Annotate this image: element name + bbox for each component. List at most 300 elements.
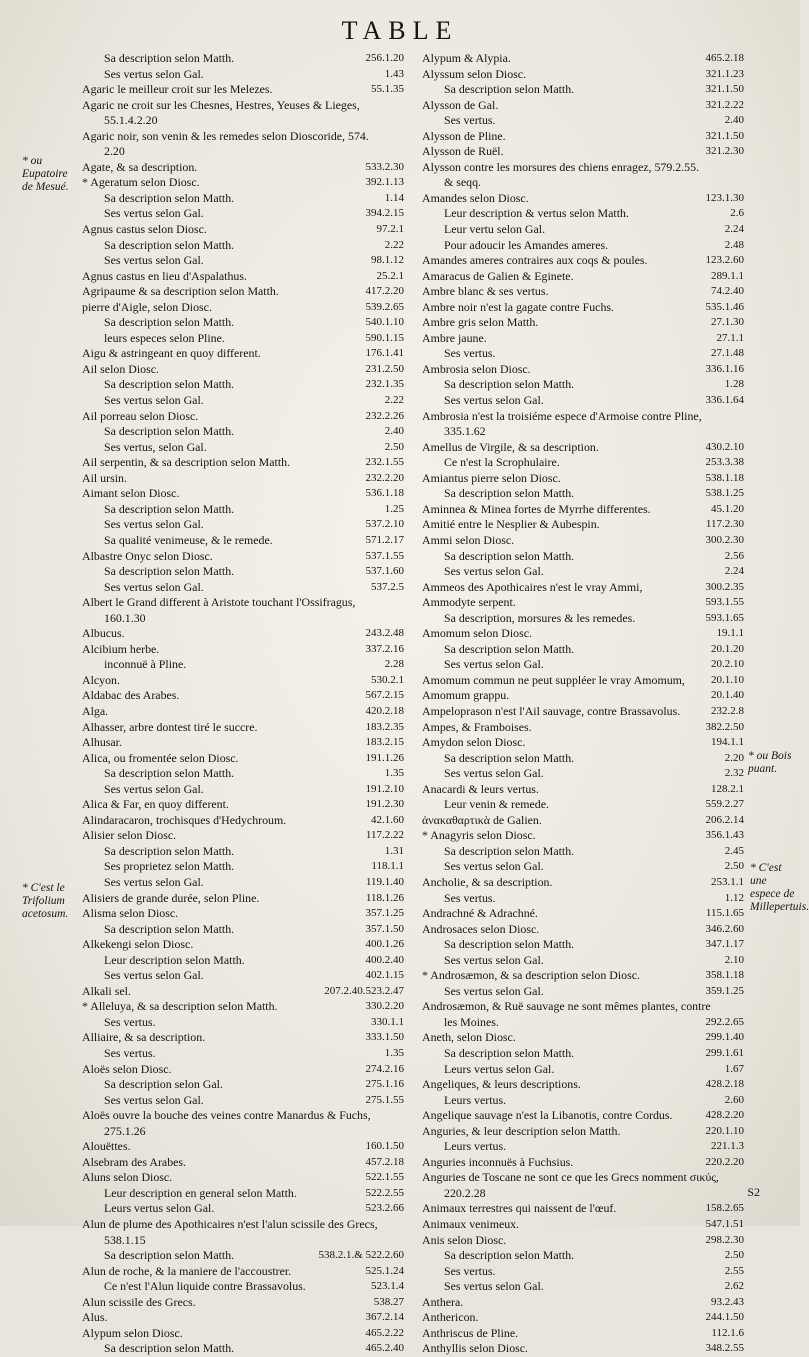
index-entry: [422, 859, 744, 875]
index-entry: [422, 1201, 744, 1217]
index-entry: [422, 331, 744, 347]
entry-reference: 537.2.10: [365, 518, 404, 531]
index-entry: [422, 191, 744, 207]
entry-text: Ses vertus selon Gal.: [104, 968, 204, 983]
entry-text: Sa description selon Matth.: [104, 1248, 235, 1263]
entry-text: Alysson de Gal.: [422, 97, 499, 112]
index-entry: [422, 362, 744, 378]
entry-reference: 2.48: [724, 238, 744, 251]
entry-text: Alisma selon Diosc.: [82, 906, 179, 921]
entry-text: Ses vertus selon Gal.: [104, 66, 204, 81]
index-entry: [422, 1217, 744, 1233]
index-entry: [422, 735, 744, 751]
index-column-right: [422, 51, 744, 1357]
index-entry: [82, 517, 404, 533]
entry-text: Ses vertus selon Gal.: [444, 564, 544, 579]
entry-reference: 292.2.65: [705, 1015, 744, 1028]
entry-reference: 465.2.18: [705, 52, 744, 64]
index-entry: [422, 51, 744, 67]
entry-text: Sa description selon Matth.: [104, 501, 235, 516]
page-number: S2: [747, 1185, 760, 1199]
entry-reference: 1.25: [384, 502, 404, 515]
entry-text: Alkali sel.: [82, 983, 131, 998]
index-entry: [82, 440, 404, 456]
index-entry: [82, 1155, 404, 1171]
index-entry: [422, 922, 744, 938]
index-entry: [422, 1124, 744, 1140]
index-entry: [422, 1015, 744, 1031]
entry-reference: 220.2.20: [705, 1155, 744, 1168]
entry-reference: 220.1.10: [705, 1124, 744, 1137]
entry-text: Ammi selon Diosc.: [422, 532, 515, 547]
entry-text: Sa description selon Matth.: [444, 1046, 575, 1060]
entry-reference: 2.24: [724, 223, 744, 236]
entry-text: Alisier selon Diosc.: [82, 828, 177, 843]
entry-reference: 42.1.60: [371, 813, 404, 826]
entry-reference: 274.2.16: [365, 1062, 404, 1075]
entry-reference: 2.45: [724, 844, 744, 857]
entry-reference: 2.50: [384, 440, 404, 453]
index-entry: [422, 688, 744, 704]
index-entry: [82, 673, 404, 689]
index-entry: [82, 688, 404, 704]
index-entry: [82, 409, 404, 425]
entry-reference: 321.1.23: [705, 67, 744, 80]
entry-text: Aloës ouvre la bouche des veines contre Manardus & Fuchs,: [82, 1108, 371, 1123]
entry-text: Alcibium herbe.: [82, 641, 160, 656]
entry-reference: 402.1.15: [365, 969, 404, 982]
index-entry: [422, 953, 744, 969]
entry-reference: 538.27: [373, 1295, 404, 1308]
entry-text: Amandes selon Diosc.: [422, 190, 529, 205]
index-entry: [82, 1341, 404, 1357]
index-entry: [422, 766, 744, 782]
entry-text: Amandes ameres contraires aux coqs & poules.: [422, 253, 648, 268]
entry-reference: 275.1.16: [365, 1078, 404, 1091]
index-entry: [422, 517, 744, 533]
index-entry: [422, 891, 744, 907]
entry-text: Albucus.: [82, 626, 125, 641]
index-entry: [82, 98, 404, 114]
entry-reference: 1.35: [384, 767, 404, 780]
entry-text: Ses vertus.: [444, 346, 496, 361]
entry-text: Aigu & astringeant en quoy different.: [82, 346, 261, 361]
index-entry: [82, 206, 404, 222]
entry-text: Alhusar.: [82, 735, 122, 750]
index-entry: [82, 580, 404, 596]
entry-text: Aldabac des Arabes.: [82, 688, 180, 703]
entry-text: Ses vertus.: [104, 1014, 156, 1029]
entry-reference: 112.1.6: [711, 1326, 744, 1339]
entry-text: * Ageratum selon Diosc.: [82, 175, 200, 190]
index-entry: [82, 1248, 404, 1264]
entry-reference: 123.1.30: [705, 191, 744, 204]
entry-text: 335.1.62: [444, 424, 486, 439]
entry-reference: 119.1.40: [365, 875, 404, 888]
entry-text: leurs especes selon Pline.: [104, 330, 225, 345]
entry-reference: 115.1.65: [705, 907, 744, 920]
index-entry: [82, 51, 404, 67]
entry-text: les Moines.: [444, 1014, 499, 1029]
entry-reference: 346.2.60: [705, 922, 744, 935]
index-entry: [422, 284, 744, 300]
entry-reference: 522.1.55: [365, 1171, 404, 1184]
entry-text: Alisiers de grande durée, selon Pline.: [82, 890, 260, 905]
entry-reference: 2.50: [724, 860, 744, 873]
entry-text: Ail ursin.: [82, 470, 127, 485]
index-entry: [82, 377, 404, 393]
entry-text: Anthyllis selon Diosc.: [422, 1341, 529, 1356]
entry-reference: 330.1.1: [371, 1015, 404, 1028]
entry-reference: 2.40: [384, 425, 404, 438]
entry-reference: 357.1.25: [365, 907, 404, 920]
index-entry: [422, 82, 744, 98]
entry-reference: 300.2.30: [705, 533, 744, 546]
entry-reference: 336.1.64: [705, 394, 744, 407]
entry-text: Alhasser, arbre dontest tiré le succre.: [82, 719, 258, 734]
index-entry: [82, 859, 404, 875]
index-entry: [82, 626, 404, 642]
index-entry: [422, 238, 744, 254]
index-entry: [422, 1170, 744, 1186]
entry-reference: 206.2.14: [705, 813, 744, 826]
entry-reference: 1.35: [384, 1047, 404, 1059]
index-entry: [82, 984, 404, 1000]
entry-reference: 183.2.35: [365, 720, 404, 733]
entry-reference: 2.50: [724, 1249, 744, 1262]
index-entry: [422, 999, 744, 1015]
entry-text: Ses vertus.: [444, 113, 496, 128]
index-entry: [422, 1295, 744, 1311]
entry-reference: 191.2.30: [365, 798, 404, 811]
index-entry: [422, 1310, 744, 1326]
index-entry: [82, 704, 404, 720]
index-entry: [422, 813, 744, 829]
index-entry: [82, 1201, 404, 1217]
entry-reference: 523.1.4: [371, 1280, 404, 1293]
index-entry: [82, 642, 404, 658]
entry-text: Ses vertus.: [104, 1046, 156, 1060]
entry-reference: 400.2.40: [365, 953, 404, 966]
index-entry: [422, 1326, 744, 1342]
index-entry: [422, 1155, 744, 1171]
entry-reference: 19.1.1: [716, 627, 744, 640]
index-entry: [82, 953, 404, 969]
entry-reference: 299.1.40: [705, 1031, 744, 1044]
index-entry: [422, 424, 744, 440]
entry-text: pierre d'Aigle, selon Diosc.: [82, 299, 212, 314]
index-entry: [82, 922, 404, 938]
entry-reference: 253.3.38: [705, 456, 744, 469]
entry-text: Amellus de Virgile, & sa description.: [422, 439, 599, 454]
page-title: TABLE: [341, 16, 459, 45]
entry-reference: 1.28: [724, 378, 744, 391]
entry-reference: 359.1.25: [705, 984, 744, 997]
entry-text: Amaracus de Galien & Eginete.: [422, 268, 574, 283]
index-entry: [82, 766, 404, 782]
entry-text: Sa description selon Gal.: [104, 1077, 223, 1092]
index-entry: [82, 300, 404, 316]
index-entry: [82, 393, 404, 409]
entry-text: Aneth, selon Diosc.: [422, 1030, 516, 1045]
index-entry: [422, 673, 744, 689]
index-entry: [82, 1326, 404, 1342]
entry-text: Leur venin & remede.: [444, 797, 549, 812]
entry-text: 220.2.28: [444, 1185, 486, 1200]
entry-text: Sa description selon Matth.: [444, 641, 575, 656]
entry-reference: 191.2.10: [365, 782, 404, 795]
index-entry: [82, 471, 404, 487]
entry-text: Ses vertus selon Gal.: [104, 874, 204, 889]
index-entry: [82, 595, 404, 611]
entry-reference: 97.2.1: [376, 223, 404, 236]
entry-text: Ambrosia selon Diosc.: [422, 361, 531, 376]
entry-text: 275.1.26: [104, 1123, 146, 1138]
index-entry: [422, 875, 744, 891]
index-entry: [422, 486, 744, 502]
index-entry: [82, 362, 404, 378]
entry-reference: 537.1.60: [365, 565, 404, 578]
margin-note: * C'est le Trifolium acetosum.: [22, 882, 69, 920]
entry-text: Alysson de Pline.: [422, 128, 506, 143]
entry-reference: 321.2.22: [705, 98, 744, 111]
entry-reference: 221.1.3: [711, 1140, 744, 1153]
entry-reference: 530.2.1: [371, 673, 404, 686]
index-entry: [422, 393, 744, 409]
entry-text: Sa description selon Matth.: [444, 377, 575, 392]
index-entry: [422, 984, 744, 1000]
entry-text: Ses vertus selon Gal.: [444, 393, 544, 408]
index-entry: [82, 1186, 404, 1202]
entry-text: Androsæmon, & Ruë sauvage ne sont mêmes plantes, contre: [422, 999, 711, 1014]
entry-reference: 232.2.20: [365, 471, 404, 484]
entry-reference: 590.1.15: [365, 331, 404, 344]
entry-reference: 465.2.40: [365, 1342, 404, 1355]
entry-text: 538.1.15: [104, 1232, 146, 1247]
entry-reference: 275.1.55: [365, 1093, 404, 1106]
entry-reference: 1.12: [724, 891, 744, 904]
index-entry: [422, 1093, 744, 1109]
index-entry: [82, 1264, 404, 1280]
entry-reference: 45.1.20: [711, 502, 744, 515]
entry-reference: 336.1.16: [705, 362, 744, 375]
index-entry: [82, 564, 404, 580]
index-entry: [82, 813, 404, 829]
index-entry: [422, 1139, 744, 1155]
entry-text: Angeliques, & leurs descriptions.: [422, 1077, 581, 1092]
index-entry: [82, 238, 404, 254]
entry-text: Anacardi & leurs vertus.: [422, 781, 539, 796]
entry-text: Anguries inconnuës à Fuchsius.: [422, 1154, 574, 1169]
entry-reference: 428.2.20: [705, 1109, 744, 1122]
entry-text: Albert le Grand different à Aristote touchant l'Ossifragus,: [82, 595, 356, 610]
entry-text: Anguries, & leur description selon Matth.: [422, 1123, 621, 1138]
entry-text: Anis selon Diosc.: [422, 1232, 507, 1247]
entry-text: Alica & Far, en quoy different.: [82, 797, 229, 812]
entry-text: Albastre Onyc selon Diosc.: [82, 548, 213, 563]
entry-text: Leur description en general selon Matth.: [104, 1185, 297, 1200]
entry-reference: 27.1.48: [711, 347, 744, 360]
entry-reference: 232.2.8: [711, 704, 744, 717]
entry-text: Ail serpentin, & sa description selon Matth.: [82, 455, 291, 470]
entry-text: Ail porreau selon Diosc.: [82, 408, 199, 423]
index-entry: [422, 1279, 744, 1295]
entry-reference: 191.1.26: [365, 751, 404, 764]
index-entry: [422, 455, 744, 471]
index-entry: [422, 129, 744, 145]
index-entry: [422, 144, 744, 160]
entry-text: Sa description selon Matth.: [444, 937, 575, 952]
entry-text: Androsaces selon Diosc.: [422, 921, 540, 936]
entry-reference: 93.2.43: [711, 1295, 744, 1308]
index-entry: [82, 937, 404, 953]
index-entry: [82, 455, 404, 471]
entry-reference: 457.2.18: [365, 1155, 404, 1168]
index-entry: [422, 751, 744, 767]
entry-reference: 547.1.51: [705, 1218, 744, 1231]
entry-reference: 55.1.35: [371, 83, 404, 96]
index-column-left: [82, 51, 404, 1357]
index-entry: [422, 533, 744, 549]
entry-reference: 176.1.41: [365, 347, 404, 360]
entry-text: Ses proprietez selon Matth.: [104, 859, 235, 874]
entry-reference: 256.1.20: [365, 52, 404, 64]
entry-reference: 356.1.43: [705, 829, 744, 842]
index-entry: [82, 875, 404, 891]
entry-text: Anthericon.: [422, 1310, 479, 1325]
entry-reference: 2.32: [724, 767, 744, 780]
index-entry: [422, 642, 744, 658]
entry-text: Ce n'est l'Alun liquide contre Brassavolus.: [104, 1279, 306, 1294]
entry-text: Ses vertus selon Gal.: [104, 517, 204, 532]
entry-text: Agripaume & sa description selon Matth.: [82, 284, 279, 299]
entry-reference: 539.2.65: [365, 300, 404, 313]
entry-reference: 559.2.27: [705, 798, 744, 811]
index-entry: [422, 657, 744, 673]
entry-reference: 20.1.20: [711, 642, 744, 655]
entry-reference: 523.2.66: [365, 1202, 404, 1215]
entry-reference: 118.1.26: [365, 891, 404, 904]
entry-text: Ambre gris selon Matth.: [422, 315, 539, 330]
index-entry: [422, 797, 744, 813]
entry-text: * Alleluya, & sa description selon Matth.: [82, 999, 278, 1014]
entry-text: Sa description selon Matth.: [444, 1248, 575, 1263]
entry-reference: 417.2.20: [365, 285, 404, 298]
index-entry: [82, 1046, 404, 1062]
entry-reference: 117.2.30: [705, 518, 744, 531]
entry-reference: 232.1.35: [365, 378, 404, 391]
entry-reference: 243.2.48: [365, 627, 404, 640]
entry-text: Ampeloprason n'est l'Ail sauvage, contre Brassavolus.: [422, 703, 681, 718]
entry-text: Ses vertus selon Gal.: [444, 859, 544, 874]
entry-text: Amomum selon Diosc.: [422, 626, 532, 641]
entry-text: Ses vertus selon Gal.: [104, 206, 204, 221]
index-entry: [422, 1264, 744, 1280]
entry-text: Sa description selon Matth.: [444, 843, 575, 858]
index-entry: [82, 175, 404, 191]
entry-reference: 2.22: [384, 394, 404, 407]
entry-text: * Androsæmon, & sa description selon Diosc.: [422, 968, 640, 983]
index-entry: [422, 67, 744, 83]
index-entry: [82, 906, 404, 922]
entry-text: Sa description selon Matth.: [104, 237, 235, 252]
entry-text: Agaric noir, son venin & les remedes selon Dioscoride, 574.: [82, 128, 369, 143]
entry-text: Ses vertus selon Gal.: [444, 952, 544, 967]
entry-reference: 300.2.35: [705, 580, 744, 593]
entry-reference: 593.1.55: [705, 596, 744, 609]
index-entry: [82, 486, 404, 502]
index-entry: [82, 968, 404, 984]
index-entry: [82, 160, 404, 176]
entry-text: Animaux terrestres qui naissent de l'œuf.: [422, 1201, 617, 1216]
index-entry: [82, 113, 404, 129]
entry-text: Alun scissile des Grecs.: [82, 1294, 196, 1309]
index-entry: [422, 206, 744, 222]
index-entry: [422, 580, 744, 596]
index-entry: [422, 502, 744, 518]
entry-text: Leur description & vertus selon Matth.: [444, 206, 629, 221]
entry-text: Alsebram des Arabes.: [82, 1154, 187, 1169]
entry-text: Leurs vertus.: [444, 1092, 507, 1107]
index-entry: [82, 144, 404, 160]
entry-reference: 535.1.46: [705, 300, 744, 313]
entry-text: Amydon selon Diosc.: [422, 735, 526, 750]
entry-reference: 394.2.15: [365, 207, 404, 220]
entry-text: Alcyon.: [82, 672, 120, 687]
entry-text: Ses vertus, selon Gal.: [104, 439, 207, 454]
entry-text: Ce n'est la Scrophulaire.: [444, 455, 560, 470]
entry-reference: 1.43: [384, 67, 404, 80]
index-entry: [82, 1139, 404, 1155]
entry-reference: 2.55: [724, 1264, 744, 1277]
index-entry: [82, 1093, 404, 1109]
margin-note: * ou Bois puant.: [748, 750, 792, 775]
entry-text: 160.1.30: [104, 610, 146, 625]
entry-reference: 118.1.1: [371, 860, 404, 873]
index-entry: [422, 1108, 744, 1124]
entry-text: Agate, & sa description.: [82, 159, 198, 174]
entry-text: Sa description selon Matth.: [104, 315, 235, 330]
entry-text: Amiantus pierre selon Diosc.: [422, 470, 561, 485]
entry-text: Ses vertus selon Gal.: [104, 579, 204, 594]
index-entry: [82, 331, 404, 347]
entry-text: Ses vertus selon Gal.: [444, 766, 544, 781]
entry-text: Alun de plume des Apothicaires n'est l'alun scissile des Grecs,: [82, 1217, 378, 1232]
entry-reference: 194.1.1: [711, 736, 744, 749]
index-entry: [82, 549, 404, 565]
index-entry: [82, 222, 404, 238]
entry-text: Alypum & Alypia.: [422, 51, 511, 65]
entry-reference: 330.2.20: [365, 1000, 404, 1013]
index-entry: [422, 564, 744, 580]
index-entry: [422, 968, 744, 984]
entry-text: Ses vertus selon Gal.: [444, 1279, 544, 1294]
entry-text: Ses vertus selon Gal.: [444, 983, 544, 998]
index-entry: [422, 1186, 744, 1202]
entry-reference: 2.10: [724, 953, 744, 966]
index-entry: [422, 1046, 744, 1062]
index-entry: [82, 253, 404, 269]
entry-text: Ses vertus.: [444, 1263, 496, 1278]
index-entry: [422, 1233, 744, 1249]
entry-text: Agnus castus selon Diosc.: [82, 222, 207, 237]
entry-text: Alus.: [82, 1310, 108, 1325]
entry-text: Anthera.: [422, 1294, 464, 1309]
entry-text: Anthriscus de Pline.: [422, 1325, 519, 1340]
entry-text: Ail selon Diosc.: [82, 361, 159, 376]
index-entry: [82, 502, 404, 518]
index-entry: [82, 844, 404, 860]
